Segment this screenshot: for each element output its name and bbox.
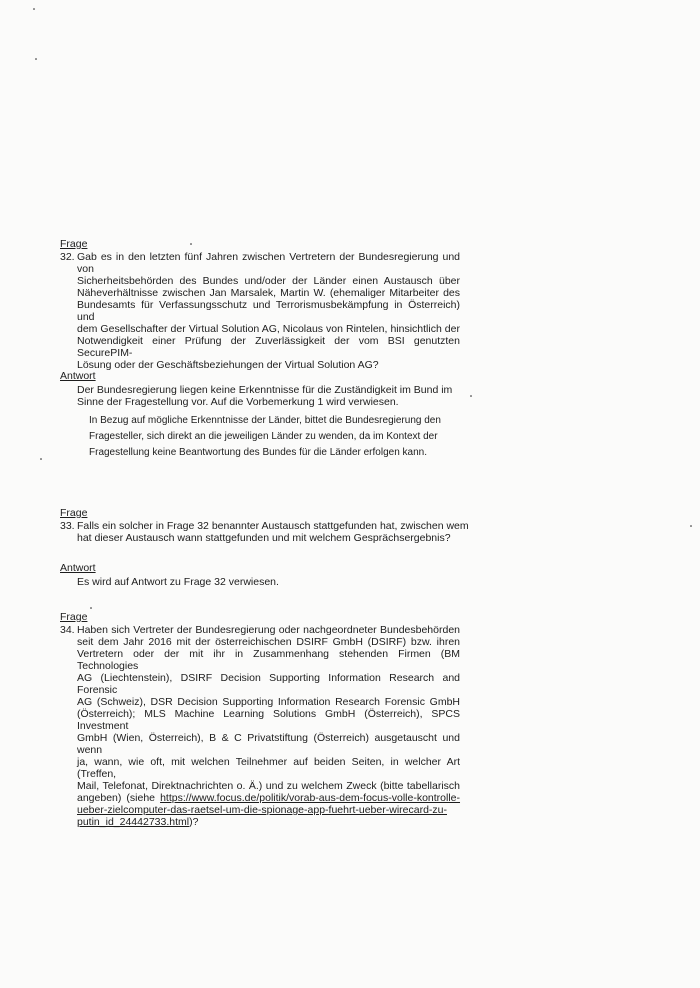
q33-answer: Es wird auf Antwort zu Frage 32 verwiesen. (77, 576, 279, 588)
q32-number: 32. (60, 251, 75, 263)
q32-line: Lösung oder der Geschäftsbeziehungen der Virtual Solution AG? (77, 359, 379, 371)
q32-line: Näheverhältnisse zwischen Jan Marsalek, Martin W. (ehemaliger Mitarbeiter des (77, 287, 460, 299)
q34-source-link-cont[interactable]: ueber-zielcomputer-das-raetsel-um-die-spionage-app-fuehrt-ueber-wirecard-zu- (77, 804, 447, 816)
scan-speck (40, 458, 42, 460)
scan-speck (190, 243, 192, 245)
q33-question (77, 520, 469, 544)
q34-line: AG (Liechtenstein), DSIRF Decision Supporting Information Research and Forensic (77, 672, 460, 696)
q34-source-link-end[interactable]: putin_id_24442733.html (77, 816, 190, 828)
q34-link-line-3 (77, 816, 460, 828)
q34-line: Haben sich Vertreter der Bundesregierung oder nachgeordneter Bundesbehörden (77, 624, 460, 636)
q32-line: Gab es in den letzten fünf Jahren zwischen Vertretern der Bundesregierung und von (77, 251, 460, 275)
scan-speck (33, 8, 35, 10)
q32-answer-addendum (89, 413, 463, 461)
q34-line: Mail, Telefonat, Direktnachrichten o. Ä.) und zu welchem Zweck (bitte tabellarisch (77, 780, 460, 792)
scan-speck (90, 607, 92, 609)
q32-line: Bundesamts für Verfassungsschutz und Terrorismusbekämpfung in Österreich) und (77, 299, 460, 323)
q33-label: Frage (60, 507, 88, 519)
q32-line: dem Gesellschafter der Virtual Solution AG, Nicolaus von Rintelen, hinsichtlich der (77, 323, 460, 335)
q34-label: Frage (60, 611, 88, 623)
q34-line: GmbH (Wien, Österreich), B & C Privatstiftung (Österreich) ausgetauscht und wenn (77, 732, 460, 756)
q34-link-prefix: angeben) (siehe (77, 792, 156, 804)
q32-answer-label: Antwort (60, 370, 96, 382)
q34-link-line-2 (77, 804, 460, 816)
q33-line: Falls ein solcher in Frage 32 benannter Austausch stattgefunden hat, zwischen wem (77, 520, 469, 532)
scan-speck (35, 58, 37, 60)
q32-addendum-line: In Bezug auf mögliche Erkenntnisse der Länder, bittet die Bundesregierung den (89, 415, 441, 426)
q32-question (77, 251, 460, 371)
q32-addendum-line: Fragestellung keine Beantwortung des Bundes für die Länder erfolgen kann. (89, 447, 428, 458)
q34-line: seit dem Jahr 2016 mit der österreichischen DSIRF GmbH (DSIRF) bzw. ihren (77, 636, 460, 648)
q34-link-line (77, 792, 460, 804)
q33-answer-label: Antwort (60, 562, 96, 574)
q32-label: Frage (60, 238, 88, 250)
q33-number: 33. (60, 520, 75, 532)
q32-addendum-line: Fragesteller, sich direkt an die jeweiligen Länder zu wenden, da im Kontext der (89, 431, 438, 442)
q32-answer-line: Sinne der Fragestellung vor. Auf die Vorbemerkung 1 wird verwiesen. (77, 396, 399, 408)
q32-line: Sicherheitsbehörden des Bundes und/oder der Länder einen Austausch über (77, 275, 460, 287)
q34-link-suffix: )? (189, 816, 199, 828)
q34-number: 34. (60, 624, 75, 636)
q34-source-link[interactable]: https://www.focus.de/politik/vorab-aus-dem-focus-volle-kontrolle- (160, 792, 461, 804)
q34-line: Vertretern oder der mit ihr in Zusammenhang stehenden Firmen (BM Technologies (77, 648, 460, 672)
q32-answer (77, 384, 463, 408)
q33-line: hat dieser Austausch wann stattgefunden und mit welchem Gesprächsergebnis? (77, 532, 451, 544)
q34-line: (Österreich); MLS Machine Learning Solutions GmbH (Österreich), SPCS Investment (77, 708, 460, 732)
q32-line: Notwendigkeit einer Prüfung der Zuverlässigkeit der vom BSI genutzten SecurePIM- (77, 335, 460, 359)
scan-speck (690, 525, 692, 527)
q34-question (77, 624, 460, 828)
q32-answer-line: Der Bundesregierung liegen keine Erkenntnisse für die Zuständigkeit im Bund im (77, 384, 453, 396)
q34-line: ja, wann, wie oft, mit welchen Teilnehmer auf beiden Seiten, in welcher Art (Treffen, (77, 756, 460, 780)
q34-line: AG (Schweiz), DSR Decision Supporting Information Research Forensic GmbH (77, 696, 460, 708)
scan-speck (470, 395, 472, 397)
